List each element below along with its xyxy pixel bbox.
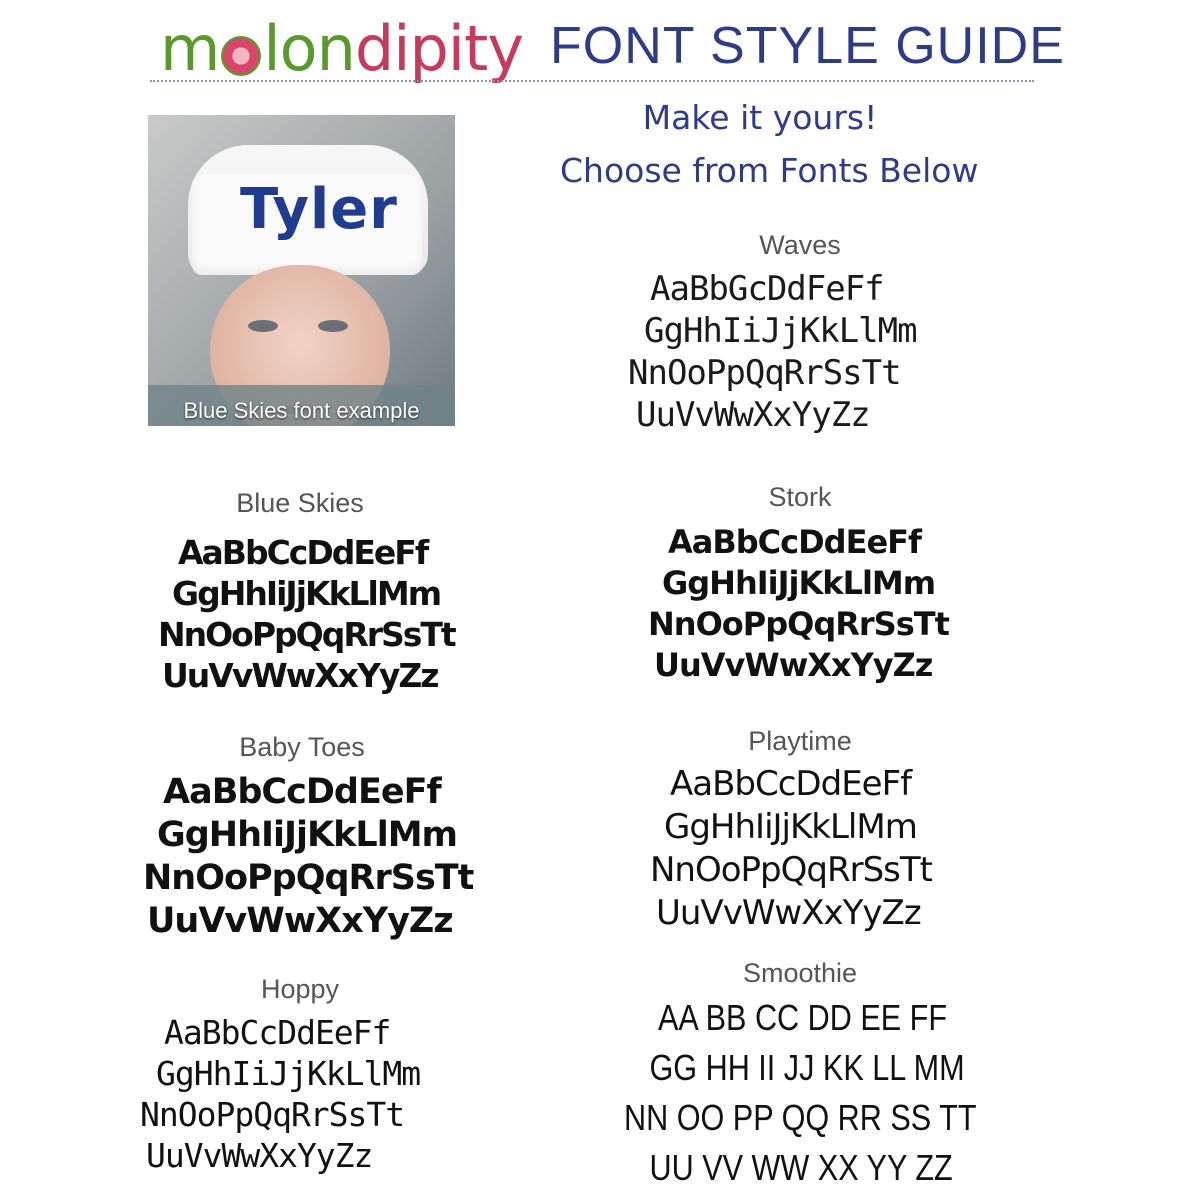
font-sample-row: NnOoPpQqRrSsTt [140, 1095, 405, 1134]
font-sample-row: AaBbCcDdEeFf [178, 533, 428, 572]
font-sample-row: NnOoPpQqRrSsTt [628, 353, 901, 393]
font-sample-row: AaBbCcDdEeFf [670, 764, 912, 804]
font-sample-row: UuVvWwXxYyZz [147, 901, 453, 941]
font-sample-baby-toes [143, 772, 474, 941]
font-sample-hoppy [140, 1013, 421, 1175]
font-name-smoothie: Smoothie [742, 958, 858, 988]
example-photo [148, 115, 455, 426]
font-sample-row: NnOoPpQqRrSsTt [650, 850, 932, 890]
font-name-baby-toes: Baby Toes [239, 732, 365, 762]
font-sample-row: UuVvWwXxYyZz [146, 1136, 373, 1175]
melon-slice-icon [221, 36, 261, 76]
font-name-waves: Waves [759, 230, 841, 260]
tagline-line1: Make it yours! [642, 98, 878, 137]
font-sample-row: GgHhIiJjKkLlMm [644, 311, 917, 351]
font-sample-row: AaBbGcDdFeFf [650, 269, 884, 309]
font-name-playtime: Playtime [748, 726, 852, 756]
font-sample-row: UuVvWwXxYyZz [636, 395, 870, 435]
font-sample-row: AaBbCcDdEeFf [163, 772, 441, 812]
font-sample-row: AA BB CC DD EE FF [658, 997, 948, 1038]
font-sample-row: GgHhIiJjKkLlMm [662, 564, 936, 602]
font-sample-playtime [650, 764, 932, 933]
page-title: FONT STYLE GUIDE [550, 17, 1065, 75]
brand-logo [160, 12, 524, 85]
font-sample-row: NN OO PP QQ RR SS TT [624, 1097, 977, 1138]
baby-eye-left [248, 320, 278, 332]
font-sample-row: UuVvWwXxYyZz [162, 656, 438, 695]
font-sample-row: GgHhIiJjKkLlMm [157, 815, 458, 855]
font-sample-row: GG HH II JJ KK LL MM [649, 1047, 965, 1088]
logo-text-part1: m [160, 12, 220, 85]
tagline-line2: Choose from Fonts Below [560, 151, 979, 190]
font-sample-row: GgHhIiJjKkLlMm [156, 1054, 421, 1093]
font-sample-stork [648, 523, 949, 684]
font-sample-row: AaBbCcDdEeFf [164, 1013, 391, 1052]
font-sample-row: GgHhIiJjKkLlMm [664, 807, 917, 847]
font-sample-row: UuVvWwXxYyZz [654, 646, 933, 684]
hat-embroidered-name: Tyler [240, 177, 398, 242]
baby-eye-right [318, 320, 348, 332]
header-divider [150, 80, 1034, 82]
logo-text-part3: dipity [354, 12, 524, 85]
font-sample-row: GgHhIiJjKkLlMm [172, 574, 441, 613]
font-sample-row: NnOoPpQqRrSsTt [143, 858, 474, 898]
font-name-stork: Stork [768, 482, 832, 512]
font-sample-row: AaBbCcDdEeFf [668, 523, 921, 561]
photo-caption: Blue Skies font example [183, 398, 420, 423]
font-name-hoppy: Hoppy [260, 974, 340, 1004]
font-sample-waves [628, 269, 917, 435]
font-name-blue-skies: Blue Skies [236, 488, 364, 518]
font-sample-row: UuVvWwXxYyZz [656, 893, 921, 933]
font-sample-row: NnOoPpQqRrSsTt [648, 605, 949, 643]
font-sample-smoothie [624, 997, 977, 1188]
font-sample-row: UU VV WW XX YY ZZ [649, 1147, 953, 1188]
logo-text-part2: lon [263, 12, 355, 85]
font-sample-blue-skies [158, 533, 455, 695]
font-sample-row: NnOoPpQqRrSsTt [158, 615, 455, 654]
